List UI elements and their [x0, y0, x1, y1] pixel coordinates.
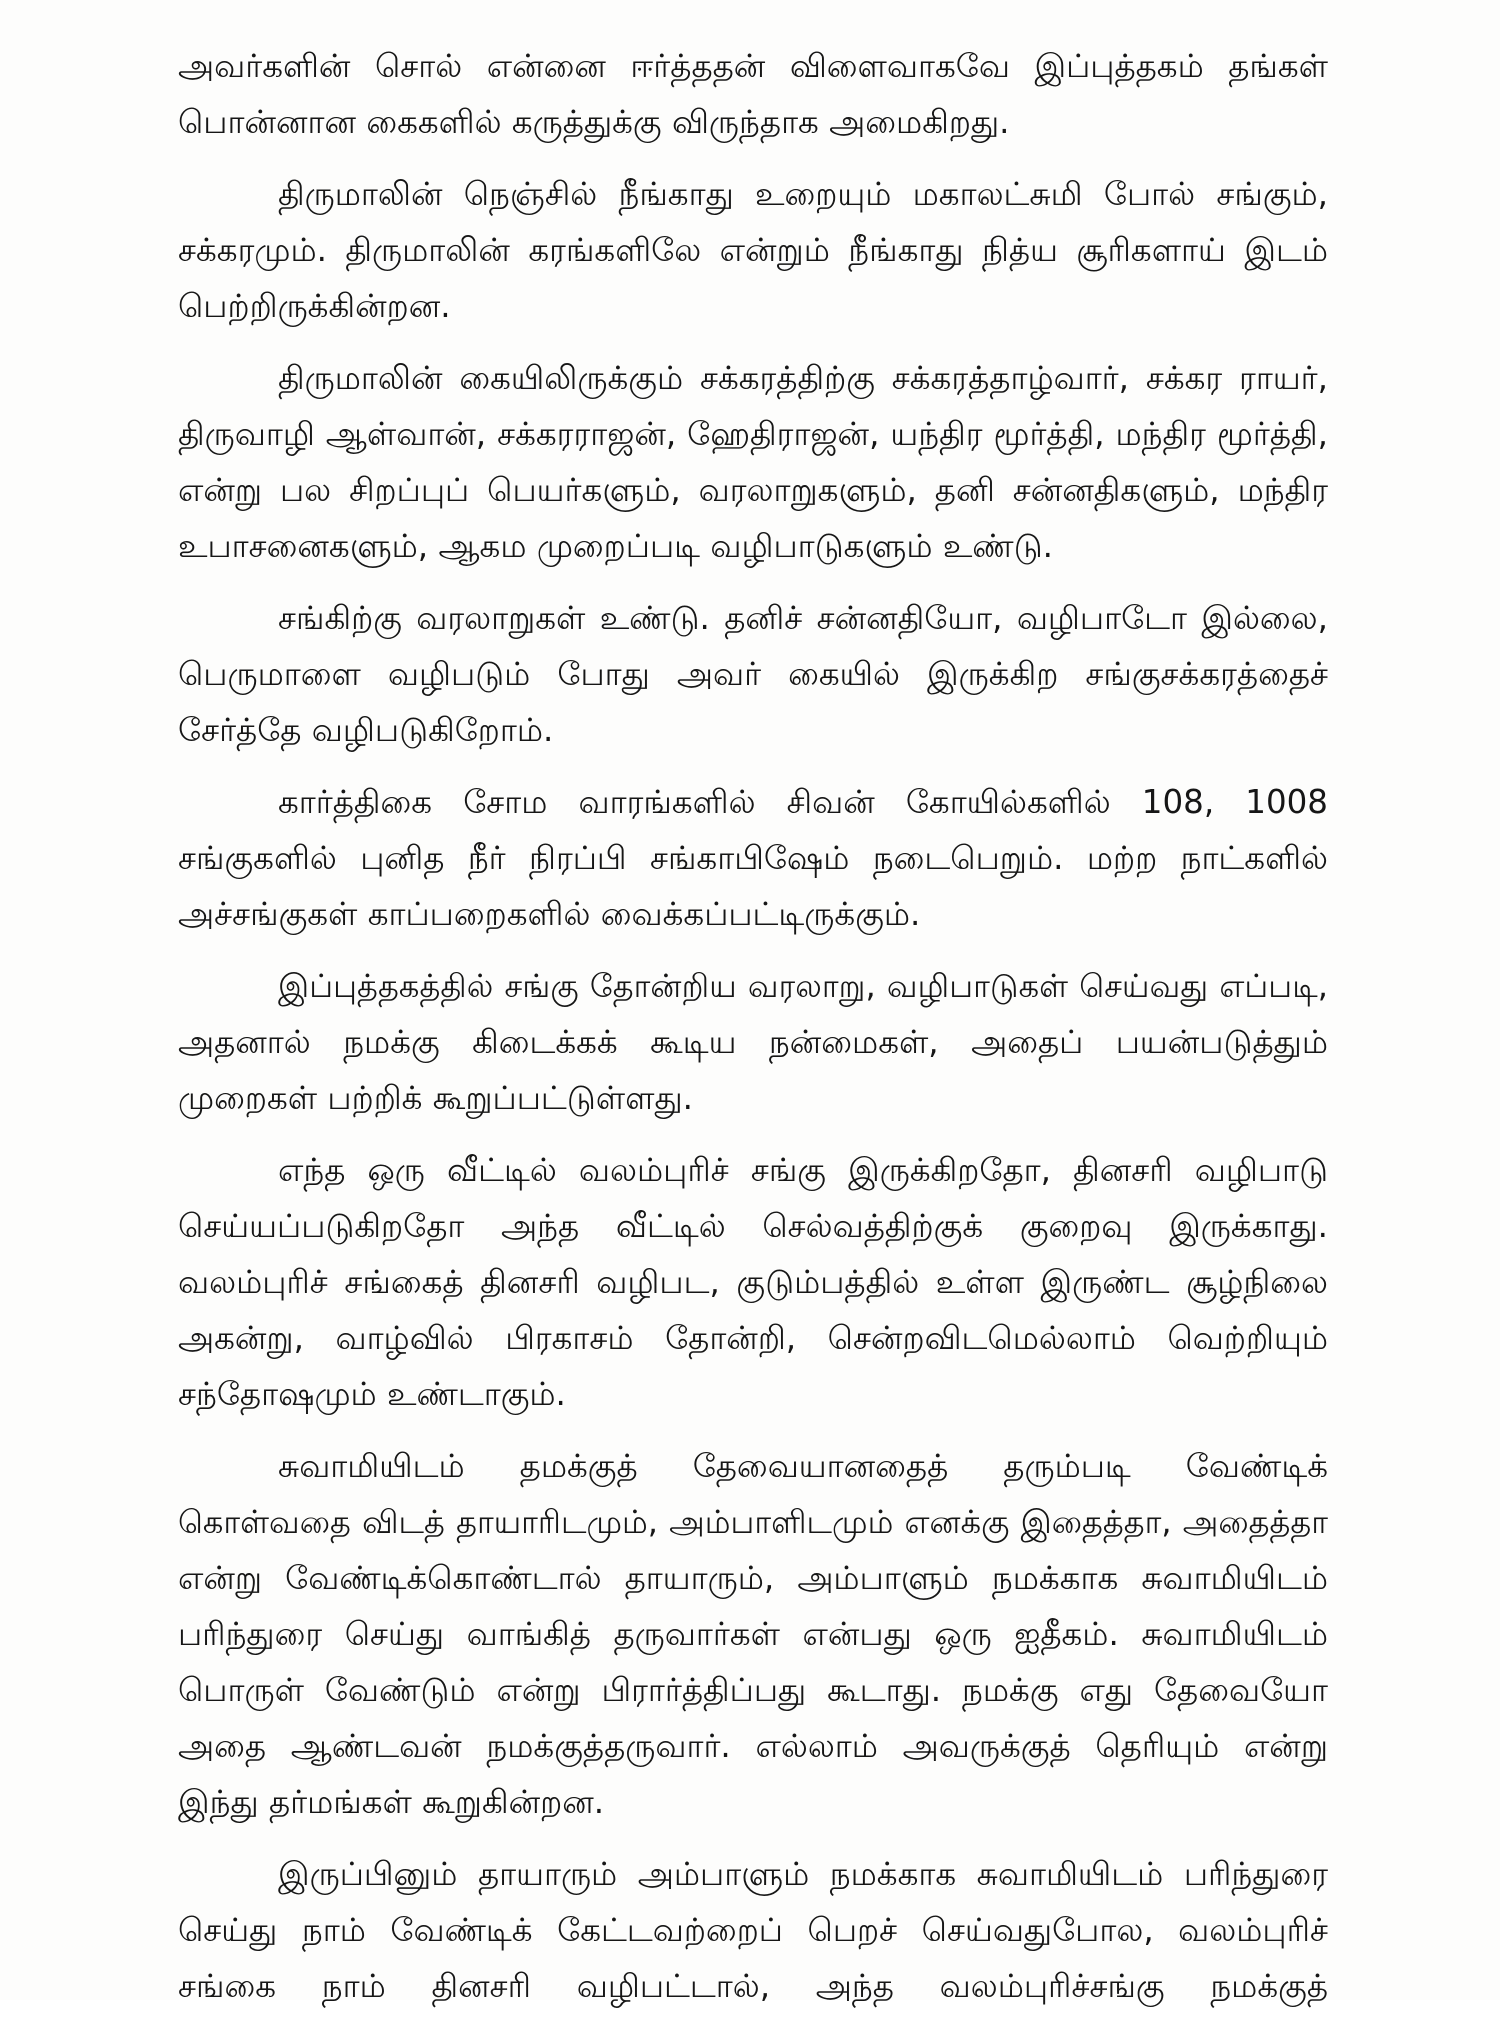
text-line: அதை ஆண்டவன் நமக்குத்தருவார். எல்லாம் அவருக்குத் தெரியும் என்று	[178, 1727, 1328, 1765]
text-line: செய்து நாம் வேண்டிக் கேட்டவற்றைப் பெறச் செய்வதுபோல, வலம்புரிச்	[178, 1911, 1328, 1949]
text-line: இப்புத்தகத்தில் சங்கு தோன்றிய வரலாறு, வழிபாடுகள் செய்வது எப்படி,	[278, 967, 1328, 1005]
text-line: உபாசனைகளும், ஆகம முறைப்படி வழிபாடுகளும் உண்டு.	[178, 527, 1053, 565]
text-line: சங்குகளில் புனித நீர் நிரப்பி சங்காபிஷேம் நடைபெறும். மற்ற நாட்களில்	[178, 839, 1328, 877]
text-line: அகன்று, வாழ்வில் பிரகாசம் தோன்றி, சென்றவிடமெல்லாம் வெற்றியும்	[178, 1319, 1328, 1357]
text-line: சங்கிற்கு வரலாறுகள் உண்டு. தனிச் சன்னதியோ, வழிபாடோ இல்லை,	[278, 599, 1328, 637]
text-line: பெருமாளை வழிபடும் போது அவர் கையில் இருக்கிற சங்குசக்கரத்தைச்	[178, 655, 1328, 693]
text-line: முறைகள் பற்றிக் கூறுப்பட்டுள்ளது.	[178, 1079, 693, 1117]
paragraph-6	[178, 958, 1328, 1126]
text-line: திருமாலின் கையிலிருக்கும் சக்கரத்திற்கு சக்கரத்தாழ்வார், சக்கர ராயர்,	[278, 359, 1328, 397]
text-line: வலம்புரிச் சங்கைத் தினசரி வழிபட, குடும்பத்தில் உள்ள இருண்ட சூழ்நிலை	[178, 1263, 1328, 1301]
paragraph-1	[178, 38, 1328, 150]
paragraph-3	[178, 350, 1328, 574]
text-line: இருப்பினும் தாயாரும் அம்பாளும் நமக்காக சுவாமியிடம் பரிந்துரை	[278, 1855, 1328, 1893]
text-line: திருவாழி ஆள்வான், சக்கரராஜன், ஹேதிராஜன், யந்திர மூர்த்தி, மந்திர மூர்த்தி,	[178, 415, 1328, 453]
text-line: திருமாலின் நெஞ்சில் நீங்காது உறையும் மகாலட்சுமி போல் சங்கும்,	[278, 175, 1328, 213]
paragraph-9	[178, 1846, 1328, 2014]
text-line: கார்த்திகை சோம வாரங்களில் சிவன் கோயில்களில் 108, 1008	[278, 783, 1328, 821]
paragraph-8	[178, 1438, 1328, 1830]
text-line: பொன்னான கைகளில் கருத்துக்கு விருந்தாக அமைகிறது.	[178, 103, 1010, 141]
text-line: சந்தோஷமும் உண்டாகும்.	[178, 1375, 566, 1413]
text-line: என்று வேண்டிக்கொண்டால் தாயாரும், அம்பாளும் நமக்காக சுவாமியிடம்	[178, 1559, 1328, 1597]
text-line: அதனால் நமக்கு கிடைக்கக் கூடிய நன்மைகள், அதைப் பயன்படுத்தும்	[178, 1023, 1328, 1061]
paragraph-7	[178, 1142, 1328, 1422]
text-line: செய்யப்படுகிறதோ அந்த வீட்டில் செல்வத்திற்குக் குறைவு இருக்காது.	[178, 1207, 1328, 1245]
text-line: சக்கரமும். திருமாலின் கரங்களிலே என்றும் நீங்காது நித்ய சூரிகளாய் இடம்	[178, 231, 1328, 269]
text-line: அவர்களின் சொல் என்னை ஈர்த்ததன் விளைவாகவே இப்புத்தகம் தங்கள்	[178, 47, 1328, 85]
paragraph-2	[178, 166, 1328, 334]
text-line: சேர்த்தே வழிபடுகிறோம்.	[178, 711, 554, 749]
text-line: சுவாமியிடம் தமக்குத் தேவையானதைத் தரும்படி வேண்டிக்	[278, 1447, 1328, 1485]
text-line: பொருள் வேண்டும் என்று பிரார்த்திப்பது கூடாது. நமக்கு எது தேவையோ	[178, 1671, 1328, 1709]
text-line: கொள்வதை விடத் தாயாரிடமும், அம்பாளிடமும் எனக்கு இதைத்தா, அதைத்தா	[178, 1503, 1328, 1541]
text-line: பெற்றிருக்கின்றன.	[178, 287, 451, 325]
document-body	[178, 38, 1328, 2030]
paragraph-4	[178, 590, 1328, 758]
paragraph-5	[178, 774, 1328, 942]
text-line: அச்சங்குகள் காப்பறைகளில் வைக்கப்பட்டிருக்கும்.	[178, 895, 921, 933]
text-line: சங்கை நாம் தினசரி வழிபட்டால், அந்த வலம்புரிச்சங்கு நமக்குத்	[178, 1967, 1328, 2005]
text-line: எந்த ஒரு வீட்டில் வலம்புரிச் சங்கு இருக்கிறதோ, தினசரி வழிபாடு	[278, 1151, 1328, 1189]
text-line: பரிந்துரை செய்து வாங்கித் தருவார்கள் என்பது ஒரு ஐதீகம். சுவாமியிடம்	[178, 1615, 1328, 1653]
text-line: என்று பல சிறப்புப் பெயர்களும், வரலாறுகளும், தனி சன்னதிகளும், மந்திர	[178, 471, 1328, 509]
text-line: இந்து தர்மங்கள் கூறுகின்றன.	[178, 1783, 605, 1821]
